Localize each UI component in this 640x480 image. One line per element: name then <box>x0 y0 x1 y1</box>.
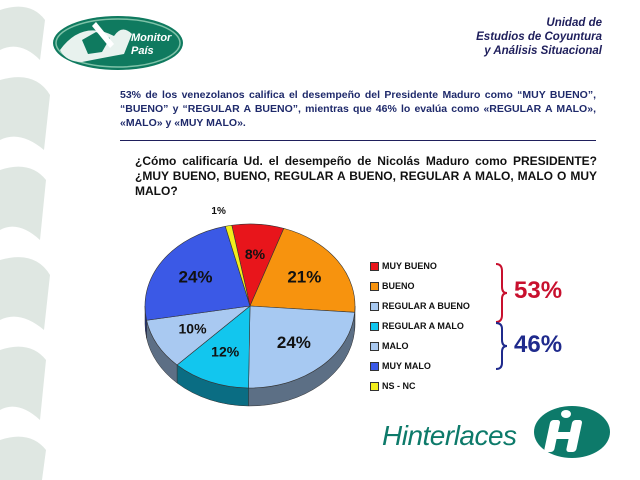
legend-swatch <box>370 282 379 291</box>
legend-label: MUY BUENO <box>382 261 437 271</box>
positive-brace <box>494 263 508 323</box>
legend-label: MUY MALO <box>382 361 431 371</box>
legend-label: REGULAR A BUENO <box>382 301 470 311</box>
survey-question: ¿Cómo calificaría Ud. el desempeño de Nicolás Maduro como PRESIDENTE? ¿MUY BUENO, BUENO, REGULAR A BUENO, REGULAR A MALO, MALO O MUY MALO? <box>135 154 597 198</box>
pie-data-label: 24% <box>178 267 213 287</box>
legend-swatch <box>370 342 379 351</box>
org-line3: y Análisis Situacional <box>484 45 602 57</box>
legend-label: NS - NC <box>382 381 416 391</box>
pie-data-label: 8% <box>244 246 266 263</box>
summary-text: 53% de los venezolanos califica el desempeño del Presidente Maduro como “MUY BUENO”, “BUENO” y “REGULAR A BUENO”, mientras que 46% lo evalúa como «REGULAR A MALO», «MALO» y «MUY MALO». <box>120 89 596 129</box>
legend-label: MALO <box>382 341 409 351</box>
legend-label: REGULAR A MALO <box>382 321 464 331</box>
org-line2: Estudios de Coyuntura <box>476 31 602 43</box>
legend-label: BUENO <box>382 281 415 291</box>
legend-swatch <box>370 322 379 331</box>
legend-swatch <box>370 382 379 391</box>
legend-swatch <box>370 262 379 271</box>
logo-line1: Monitor <box>131 32 172 44</box>
legend-swatch <box>370 302 379 311</box>
negative-brace <box>494 322 508 370</box>
pie-data-label: 10% <box>178 320 207 337</box>
pie-data-label: 21% <box>287 267 322 287</box>
pie-data-label: 24% <box>276 333 311 353</box>
org-line1: Unidad de <box>546 17 602 29</box>
positive-group-total: 53% <box>514 277 563 304</box>
legend-swatch <box>370 362 379 371</box>
negative-group-total: 46% <box>514 331 563 358</box>
pie-data-label: 12% <box>211 343 240 360</box>
logo-line2: País <box>131 45 154 57</box>
hinterlaces-logo-icon <box>532 404 612 460</box>
hinterlaces-logo-text: Hinterlaces <box>382 420 517 451</box>
pie-data-label: 1% <box>211 205 226 217</box>
